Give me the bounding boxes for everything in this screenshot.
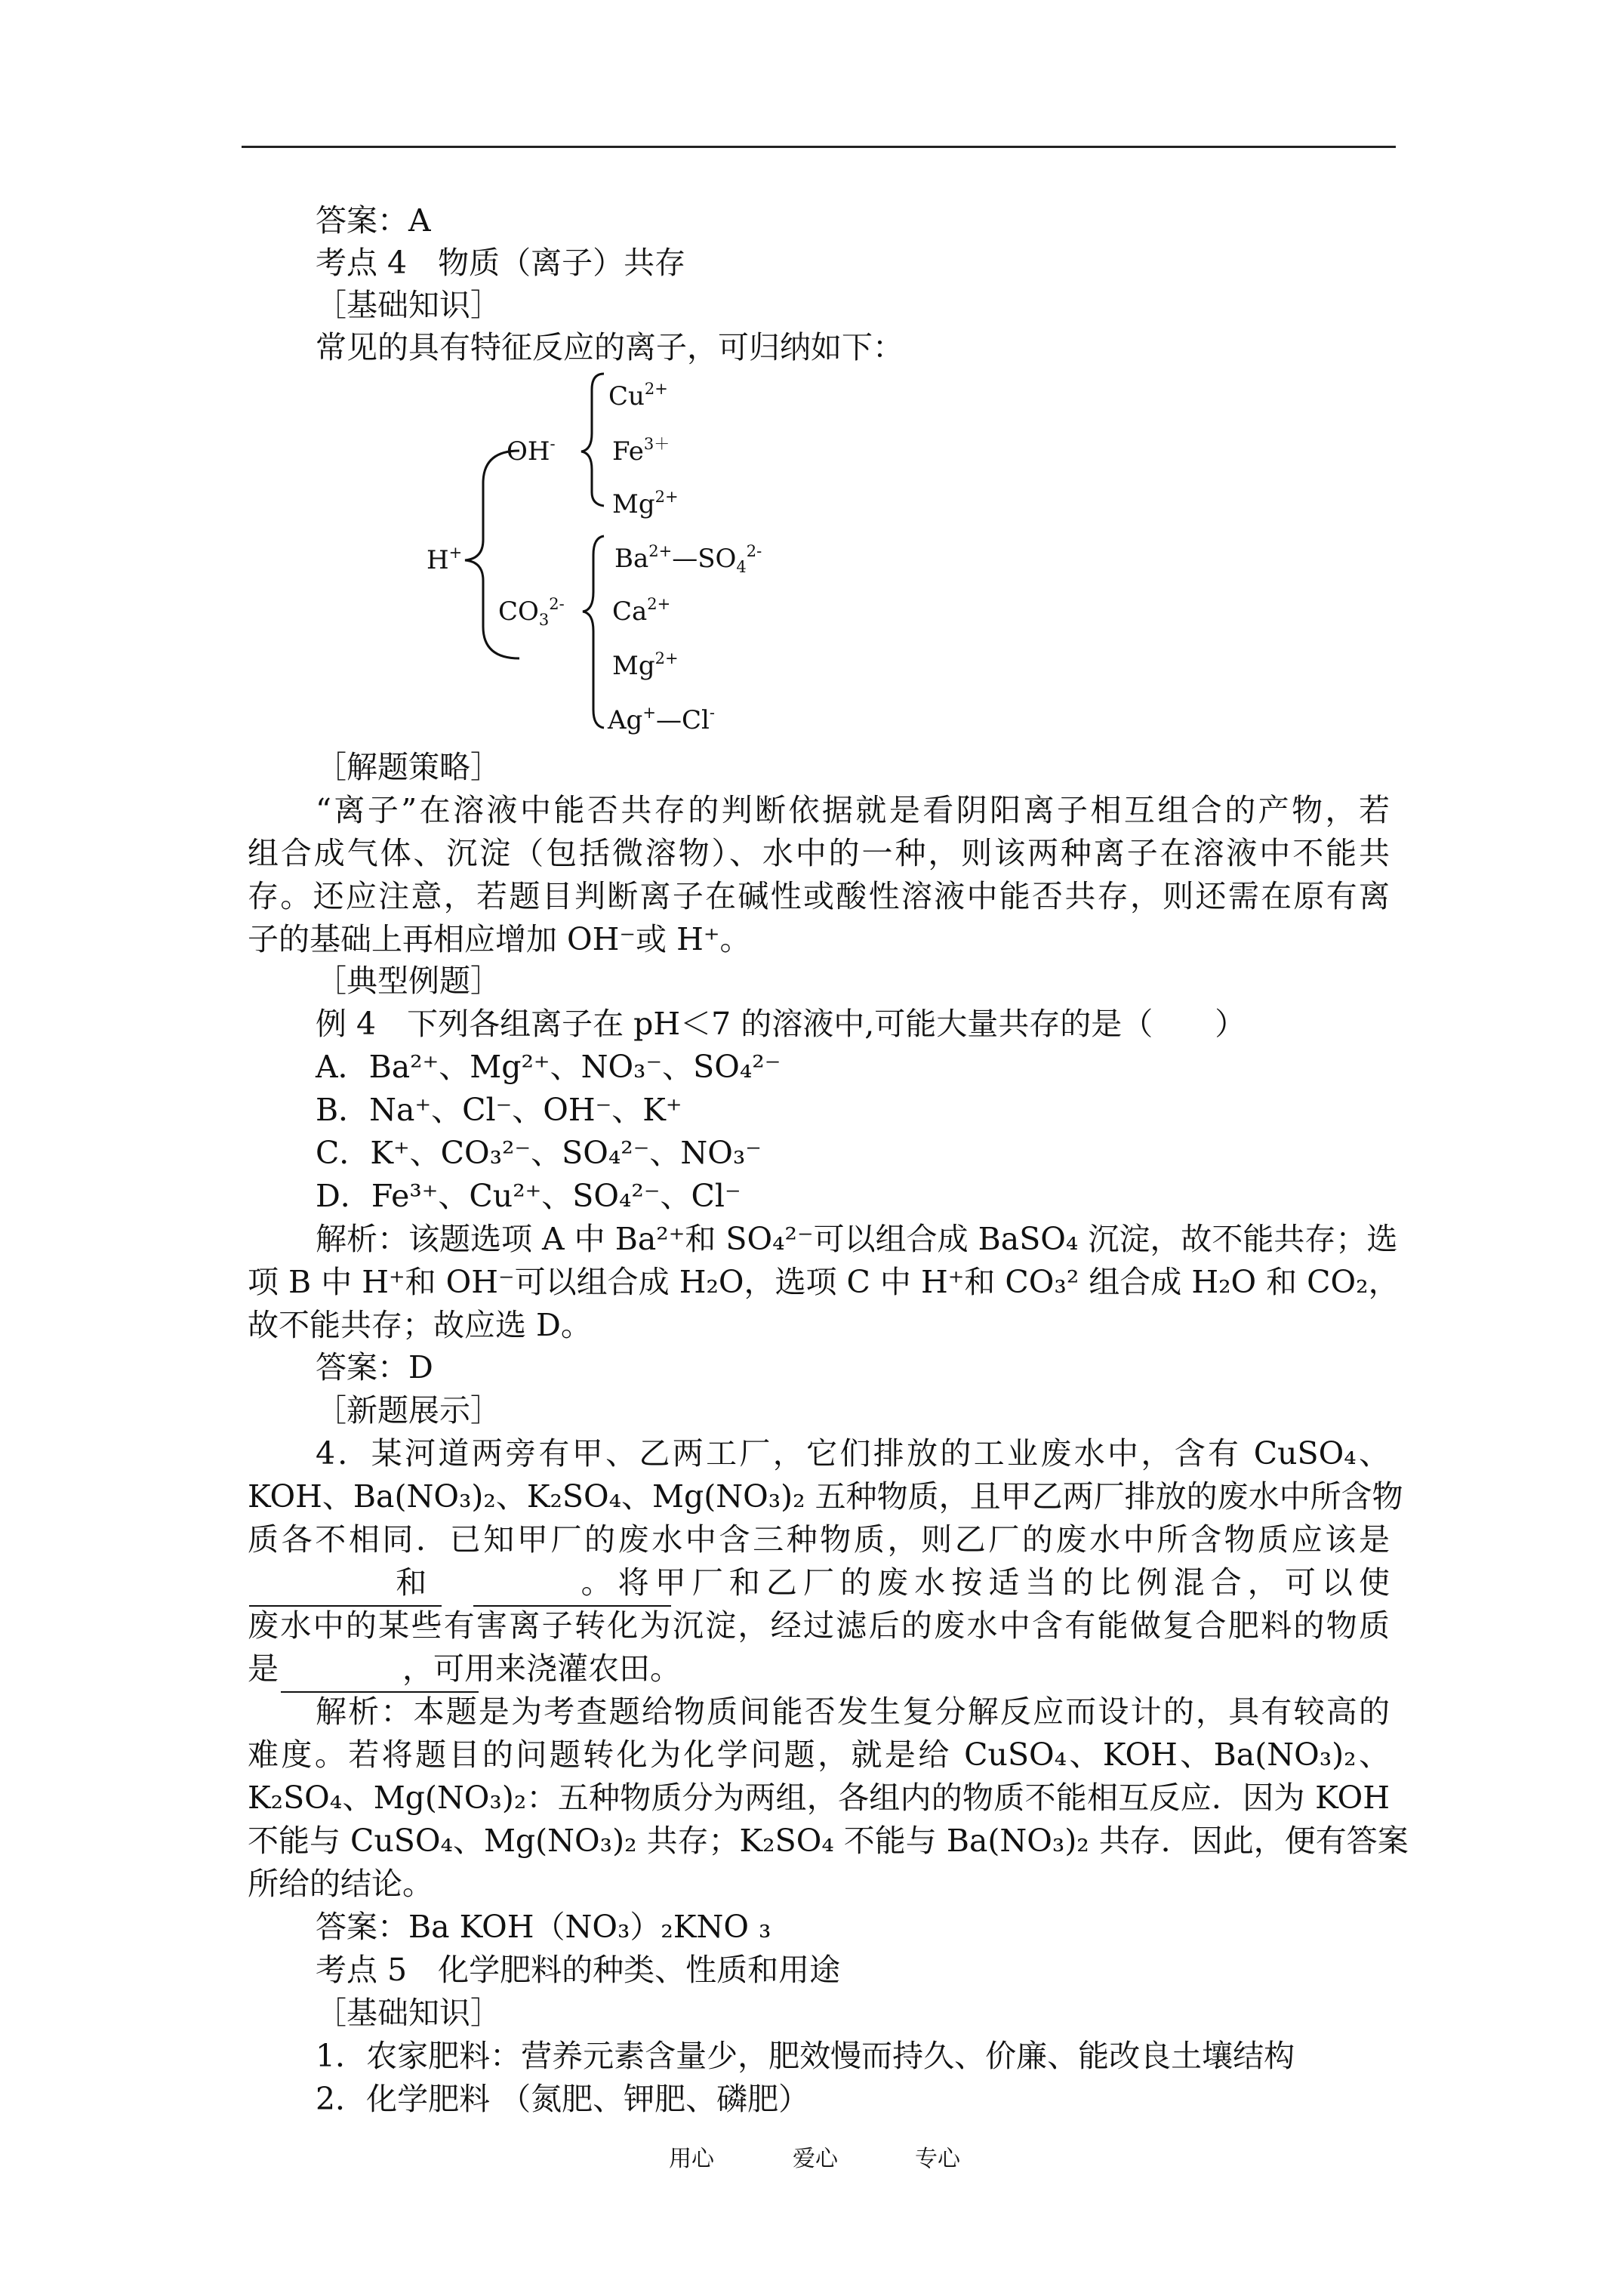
answer-blank-2[interactable] [473,1575,671,1607]
analysis-line: 不能与 CuSO₄、Mg(NO₃)₂ 共存；K₂SO₄ 不能与 Ba(NO₃)₂ 共存．因此，便有答案 [248,1823,1409,1859]
analysis-line: 项 B 中 H⁺和 OH⁻可以组合成 H₂O，选项 C 中 H⁺和 CO₃² 组合成 H₂O 和 CO₂， [248,1264,1400,1300]
oh-brace [581,374,604,506]
footer-text: 用心 [669,2146,714,2172]
ion-ag-cl: Ag+—Cl- [608,704,715,735]
ion-mg-2: $Mg^{2+}$ [612,649,679,681]
paragraph-line: 组合成气体、沉淀（包括微溶物）、水中的一种，则该两种离子在溶液中不能共 [248,835,1390,871]
analysis-line: 难度。若将题目的问题转化为化学问题，就是给 CuSO₄、KOH、Ba(NO₃)₂、 [248,1737,1390,1773]
answer-blank-3[interactable] [281,1661,479,1693]
section-heading: 考点 5 化学肥料的种类、性质和用途 [316,1952,841,1988]
ion-oh: OH- [507,435,556,467]
paragraph-line: 常见的具有特征反应的离子，可归纳如下： [316,329,904,365]
co3-brace [583,536,604,728]
footer-text: 专心 [915,2146,960,2172]
subheading: ［基础知识］ [316,1995,501,2031]
option-d: D．Fe³⁺、Cu²⁺、SO₄²⁻、Cl⁻ [316,1178,741,1214]
list-item: 2．化学肥料 （氮肥、钾肥、磷肥） [316,2081,810,2117]
question-line: 是 ，可用来浇灌农田。 [248,1650,681,1687]
analysis-line: 解析：该题选项 A 中 Ba²⁺和 SO₄²⁻可以组合成 BaSO₄ 沉淀，故不能共存；选 [316,1221,1398,1257]
ion-h-plus: H+ [427,544,463,575]
analysis-line: 解析：本题是为考查题给物质间能否发生复分解反应而设计的，具有较高的 [316,1693,1390,1730]
subheading: ［典型例题］ [316,963,501,999]
subheading: ［新题展示］ [316,1392,501,1428]
footer-text: 爱心 [793,2146,838,2172]
big-brace [465,451,519,658]
paragraph-line: 存。还应注意，若题目判断离子在碱性或酸性溶液中能否共存，则还需在原有离 [248,878,1390,914]
list-item: 1．农家肥料：营养元素含量少，肥效慢而持久、价廉、能改良土壤结构 [316,2038,1295,2074]
question-line-blanks: 和 。将甲厂和乙厂的废水按适当的比例混合，可以使 [248,1564,1390,1601]
ion-ca: $Ca^{2+}$ [612,595,671,627]
subheading: ［解题策略］ [316,749,501,785]
ion-fe: $Fe^{3+}$ [612,435,670,467]
ion-co3: $CO_3^{2-}$ [498,595,565,629]
question-line: 废水中的某些有害离子转化为沉淀，经过滤后的废水中含有能做复合肥料的物质 [248,1607,1390,1644]
answer-line: 答案：Ba KOH（NO₃）₂KNO ₃ [316,1909,771,1945]
subheading: ［基础知识］ [316,287,501,323]
answer-line: 答案：D [316,1349,433,1385]
answer-line: 答案：A [316,202,431,239]
question-line: KOH、Ba(NO₃)₂、K₂SO₄、Mg(NO₃)₂ 五种物质，且甲乙两厂排放的废水中所含物 [248,1478,1403,1515]
answer-blank-1[interactable] [249,1575,442,1607]
option-a: A．Ba²⁺、Mg²⁺、NO₃⁻、SO₄²⁻ [316,1049,781,1085]
question-stem: 例 4 下列各组离子在 pH＜7 的溶液中,可能大量共存的是（ ） [316,1006,1246,1042]
paragraph-line: 子的基础上再相应增加 OH⁻或 H⁺。 [248,921,751,957]
ion-cu: $Cu^{2+}$ [608,380,668,411]
option-b: B．Na⁺、Cl⁻、OH⁻、K⁺ [316,1092,682,1128]
analysis-line: 故不能共存；故应选 D。 [248,1307,592,1343]
section-heading: 考点 4 物质（离子）共存 [316,245,686,281]
analysis-line: K₂SO₄、Mg(NO₃)₂：五种物质分为两组，各组内的物质不能相互反应．因为 KOH [248,1780,1390,1816]
option-c: C．K⁺、CO₃²⁻、SO₄²⁻、NO₃⁻ [316,1135,762,1171]
analysis-line: 所给的结论。 [248,1866,433,1902]
paragraph-line: “离子”在溶液中能否共存的判断依据就是看阴阳离子相互组合的产物，若 [316,792,1390,828]
question-line: 质各不相同．已知甲厂的废水中含三种物质，则乙厂的废水中所含物质应该是 [248,1521,1390,1558]
ion-mg-1: $Mg^{2+}$ [612,488,679,519]
question-line: 4．某河道两旁有甲、乙两工厂，它们排放的工业废水中，含有 CuSO₄、 [316,1435,1390,1472]
ion-ba-so4: $Ba^{2+}—SO_4^{2-}$ [614,542,762,576]
